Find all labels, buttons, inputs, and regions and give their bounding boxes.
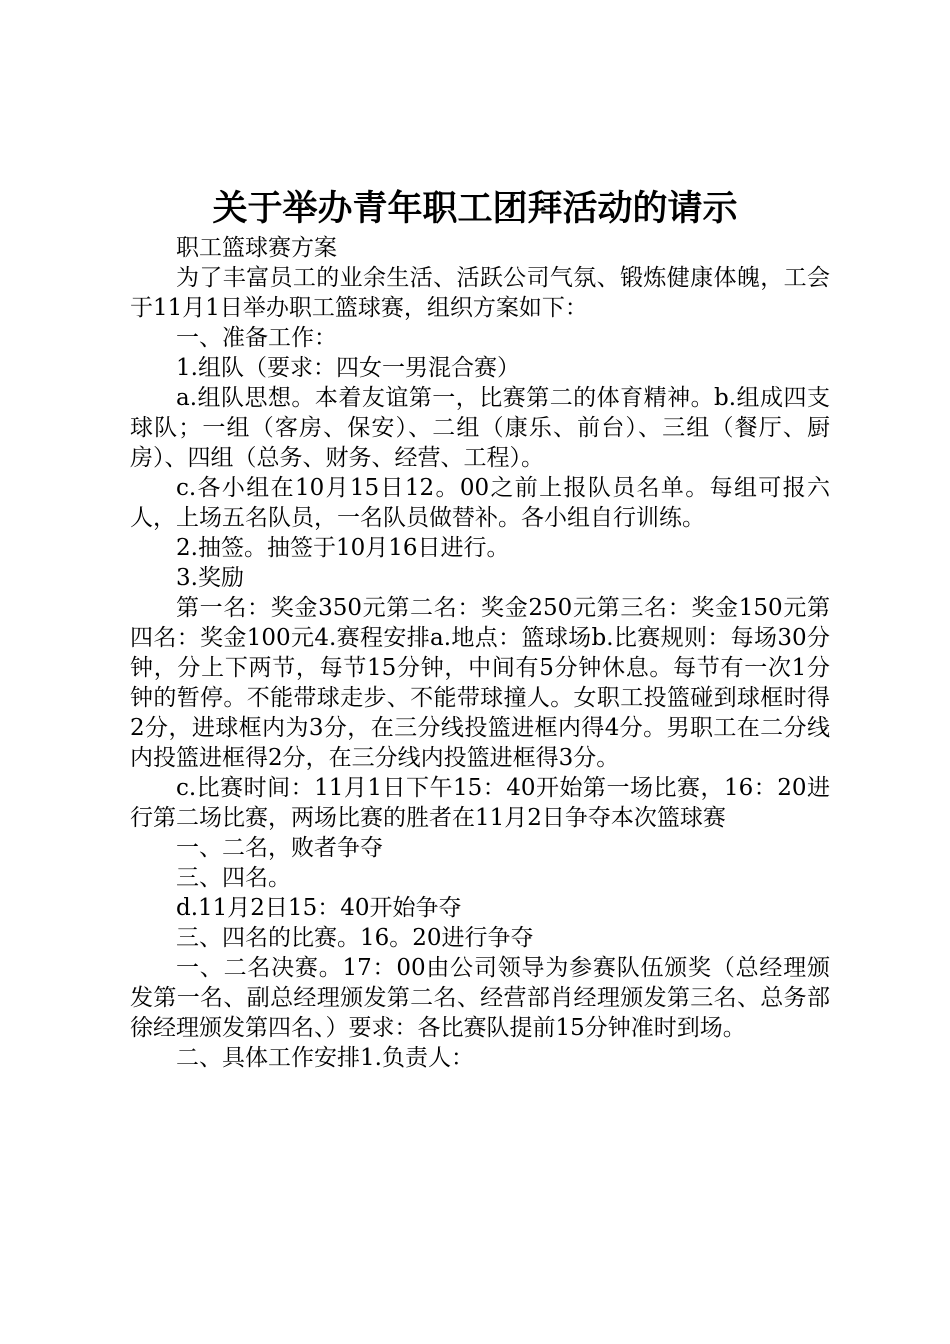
paragraph-section-preparation: 一、准备工作： (176, 325, 337, 351)
paragraph-third-fourth-match: 三、四名的比赛。16。20进行争夺 (176, 925, 534, 951)
paragraph-plan-heading: 职工篮球赛方案 (176, 235, 337, 261)
paragraph-third-fourth: 三、四名。 (176, 865, 291, 891)
paragraph-awards-heading: 3.奖励 (176, 565, 244, 591)
paragraph-roster-deadline: c.各小组在10月15日12。00之前上报队员名单。每组可报六人，上场五名队员，一名队员做替补。各小组自行训练。 (130, 475, 830, 531)
paragraph-final-ceremony: 一、二名决赛。17：00由公司领导为参赛队伍颁奖（总经理颁发第一名、副总经理颁发第二名、经营部肖经理颁发第三名、总务部徐经理颁发第四名、）要求：各比赛队提前15分钟准时到场。 (130, 955, 830, 1041)
paragraph-first-second: 一、二名，败者争夺 (176, 835, 383, 861)
paragraph-work-arrangement: 二、具体工作安排1.负责人： (176, 1045, 474, 1071)
document-body (130, 233, 830, 1073)
paragraph-awards-rules: 第一名：奖金350元第二名：奖金250元第三名：奖金150元第四名：奖金100元4.赛程安排a.地点：篮球场b.比赛规则：每场30分钟，分上下两节，每节15分钟，中间有5分钟休息。每节有一次1分钟的暂停。不能带球走步、不能带球撞人。女职工投篮碰到球框时得2分，进球框内为3分，在三分线投篮进框内得4分。男职工在二分线内投篮进框得2分，在三分线内投篮进框得3分。 (130, 595, 830, 771)
paragraph-draw: 2.抽签。抽签于10月16日进行。 (176, 535, 510, 561)
paragraph-match-time: c.比赛时间：11月1日下午15：40开始第一场比赛，16：20进行第二场比赛，两场比赛的胜者在11月2日争夺本次篮球赛 (130, 775, 830, 831)
paragraph-team-formation: 1.组队（要求：四女一男混合赛） (176, 355, 520, 381)
paragraph-team-groups: a.组队思想。本着友谊第一，比赛第二的体育精神。b.组成四支球队；一组（客房、保安）、二组（康乐、前台）、三组（餐厅、厨房）、四组（总务、财务、经营、工程）。 (130, 385, 830, 471)
paragraph-nov2-schedule: d.11月2日15：40开始争夺 (176, 895, 462, 921)
document-title: 关于举办青年职工团拜活动的请示 (212, 189, 738, 229)
paragraph-intro: 为了丰富员工的业余生活、活跃公司气氛、锻炼健康体魄，工会于11月1日举办职工篮球赛，组织方案如下： (130, 265, 830, 321)
